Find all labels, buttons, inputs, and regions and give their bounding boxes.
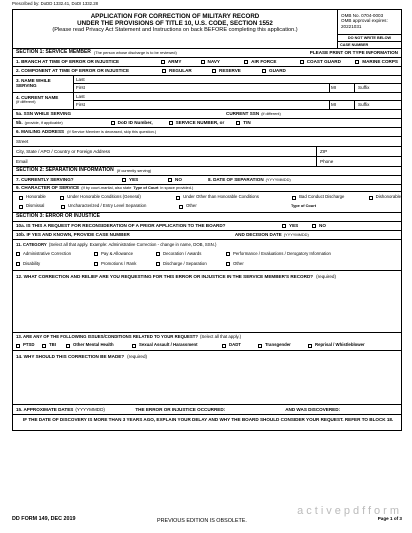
tin-checkbox[interactable] — [236, 121, 240, 125]
item13-label: 13. ARE ANY OF THE FOLLOWING ISSUES/CONDITIONS RELATED TO YOUR REQUEST? — [16, 334, 198, 340]
omb-number: OMB No. 0704-0003 — [341, 13, 384, 18]
service-number-label: SERVICE NUMBER, or — [175, 120, 225, 126]
why-correction-field[interactable] — [13, 351, 401, 405]
item15-note: (YYYYMMDD) — [75, 406, 105, 412]
serving-no-checkbox[interactable] — [168, 178, 172, 182]
category-promotions-label: Promotions / Rank — [101, 260, 137, 266]
branch-coast-guard-label: COAST GUARD — [306, 59, 341, 65]
category-discharge-label: Discharge / Separation — [163, 260, 207, 266]
category-performance-label: Performance / Evaluations / Derogatory Information — [233, 250, 331, 256]
decision-date-note: (YYYYMMDD) — [283, 231, 309, 237]
item8-label: 8. DATE OF SEPARATION — [208, 177, 264, 183]
instructions-note: (Please read Privacy Act Statement and Instructions on back BEFORE completing this application.) — [52, 27, 298, 34]
form-number: DD FORM 149, DEC 2019 — [12, 516, 76, 522]
branch-navy-checkbox[interactable] — [201, 60, 205, 64]
item4-label: 4. CURRENT NAME — [16, 95, 59, 100]
component-reserve-label: RESERVE — [219, 68, 241, 74]
category-disability-checkbox[interactable] — [16, 262, 20, 266]
item9-note2: in space provided.) — [160, 184, 194, 190]
current-name-suffix-field[interactable] — [354, 101, 369, 109]
branch-army-checkbox[interactable] — [161, 60, 165, 64]
item11-note: (Select all that apply. Example: Administrative Correction - change in name, DOB, SSN.) — [48, 241, 217, 247]
branch-marine-corps-label: MARINE CORPS — [362, 59, 398, 65]
branch-air-force-checkbox[interactable] — [244, 60, 248, 64]
component-regular-label: REGULAR — [169, 68, 192, 74]
category-pay-label: Pay & Allowance — [101, 250, 134, 256]
form-title: APPLICATION FOR CORRECTION OF MILITARY RECORD — [90, 13, 260, 20]
item16-text: IF THE DATE OF DISCOVERY IS MORE THAN 3 YEARS AGO, EXPLAIN YOUR DELAY AND WHY THE BOARD SHOULD CONSIDER YOUR REQUEST. REFER TO BLOCK 18. — [23, 417, 394, 422]
item1-label: 1. BRANCH AT TIME OF ERROR OR INJUSTICE — [16, 59, 120, 65]
reconsideration-no-label: NO — [319, 223, 326, 229]
page-number: Page 1 of 3 — [377, 516, 402, 521]
omb-expires-date: 20221031 — [341, 23, 362, 29]
category-performance-checkbox[interactable] — [226, 252, 230, 256]
character-general-checkbox[interactable] — [60, 196, 64, 200]
component-guard-label: GUARD — [269, 68, 286, 74]
decision-date-label: AND DECISION DATE — [234, 232, 282, 238]
issue-sexual-assault-checkbox[interactable] — [132, 344, 136, 348]
component-reserve-checkbox[interactable] — [212, 69, 216, 73]
current-name-last-field[interactable] — [74, 93, 401, 101]
character-bcd-checkbox[interactable] — [292, 196, 296, 200]
category-admin-label: Administrative Correction — [23, 250, 71, 256]
issue-tbi-label: TBI — [49, 342, 56, 348]
character-dismissal-checkbox[interactable] — [19, 205, 23, 209]
reconsideration-yes-checkbox[interactable] — [282, 224, 286, 228]
item14-note: (required) — [127, 354, 148, 359]
mi-label: MI — [331, 102, 337, 108]
branch-coast-guard-checkbox[interactable] — [300, 60, 304, 64]
issue-dadt-label: DADT — [229, 342, 241, 348]
item6-note: (If Service Member is deceased, skip this question.) — [67, 128, 157, 134]
current-name-first-field[interactable] — [74, 101, 401, 109]
form-subtitle: UNDER THE PROVISIONS OF TITLE 10, U.S. CODE, SECTION 1552 — [77, 20, 273, 28]
zip-field[interactable] — [316, 147, 398, 156]
name-while-serving-last-field[interactable] — [74, 76, 401, 84]
street-label: Street — [16, 138, 29, 144]
reconsideration-no-checkbox[interactable] — [312, 224, 316, 228]
section1-note: (The person whose discharge is to be reviewed) — [93, 49, 177, 55]
item3-label: 3. NAME WHILE SERVING — [16, 78, 51, 89]
character-honorable-checkbox[interactable] — [19, 196, 23, 200]
city-label: City, State / APO / Country or Foreign Address — [16, 148, 111, 154]
issue-transgender-label: Transgender — [265, 342, 291, 348]
section2-note: (If currently serving) — [116, 167, 152, 173]
last-label: Last — [76, 93, 85, 99]
current-name-mi-field[interactable] — [329, 101, 336, 109]
item10a-label: 10a. IS THIS A REQUEST FOR RECONSIDERATION OF A PRIOR APPLICATION TO THE BOARD? — [16, 223, 226, 229]
category-other-checkbox[interactable] — [226, 262, 230, 266]
component-regular-checkbox[interactable] — [162, 69, 166, 73]
reconsideration-yes-label: YES — [289, 223, 299, 229]
issue-mental-health-label: Other Mental Health — [73, 342, 114, 348]
item8-note: (YYYYMMDD) — [265, 176, 291, 182]
character-honorable-label: Honorable — [26, 194, 46, 200]
issue-sexual-assault-label: Sexual Assault / Harassment — [139, 342, 198, 348]
email-label: Email — [16, 158, 28, 164]
issue-mental-health-checkbox[interactable] — [66, 344, 70, 348]
category-discharge-checkbox[interactable] — [156, 262, 160, 266]
name-while-serving-first-field[interactable] — [74, 84, 401, 92]
category-promotions-checkbox[interactable] — [94, 262, 98, 266]
item6-label: 6. MAILING ADDRESS — [16, 129, 65, 135]
current-ssn-label: CURRENT SSN — [226, 111, 260, 117]
category-disability-label: Disability — [23, 260, 41, 266]
item15-label: 15. APPROXIMATE DATES — [16, 406, 74, 412]
delay-explanation-field[interactable] — [13, 415, 401, 430]
character-other-label: Other — [186, 203, 197, 209]
issue-ptsd-checkbox[interactable] — [16, 344, 20, 348]
omb-expires-label: OMB approval expires: — [341, 18, 388, 24]
item4-note: (if different) — [16, 99, 36, 105]
dod-id-checkbox[interactable] — [111, 121, 115, 125]
issue-reprisal-checkbox[interactable] — [308, 344, 312, 348]
print-note: PLEASE PRINT OR TYPE INFORMATION — [309, 50, 398, 56]
character-other-checkbox[interactable] — [179, 205, 183, 209]
item11-label: 11. CATEGORY — [16, 241, 47, 247]
form-body — [12, 9, 402, 431]
zip-label: ZIP — [320, 148, 328, 154]
email-field[interactable] — [16, 159, 316, 164]
item10b-label: 10b. IF YES AND KNOWN, PROVIDE CASE NUMBER — [16, 232, 130, 238]
city-field[interactable] — [16, 149, 316, 154]
suffix-label: Suffix — [358, 102, 370, 108]
character-dishonorable-checkbox[interactable] — [369, 196, 373, 200]
item5a-label: 5a. SSN WHILE SERVING — [16, 111, 72, 117]
tin-label: TIN — [243, 120, 251, 126]
suffix-label: Suffix — [358, 85, 370, 91]
issue-transgender-checkbox[interactable] — [258, 344, 262, 348]
correction-relief-field[interactable] — [13, 271, 401, 333]
item9-type-court: Type of Court — [133, 184, 159, 190]
dod-id-label: DoD ID Number, — [117, 120, 153, 126]
name-while-serving-suffix-field[interactable] — [354, 84, 369, 92]
branch-army-label: ARMY — [167, 59, 182, 65]
item14-label: 14. WHY SHOULD THIS CORRECTION BE MADE? — [16, 354, 125, 359]
branch-air-force-label: AIR FORCE — [251, 59, 277, 65]
serving-no-label: NO — [175, 177, 182, 183]
character-uncharacterized-label: Uncharacterized / Entry Level Separation — [68, 203, 147, 209]
street-field[interactable] — [13, 137, 401, 147]
mi-label: MI — [331, 85, 337, 91]
category-decoration-checkbox[interactable] — [156, 252, 160, 256]
character-uncharacterized-checkbox[interactable] — [61, 205, 65, 209]
do-not-write: DO NOT WRITE BELOW — [338, 34, 401, 41]
branch-marine-corps-checkbox[interactable] — [355, 60, 359, 64]
watermark-text: activepdfform — [297, 505, 402, 517]
branch-navy-label: NAVY — [207, 59, 220, 65]
item2-label: 2. COMPONENT AT TIME OF ERROR OR INJUSTICE — [16, 68, 130, 74]
prescribed-by: Prescribed by: DoDD 1332.41, DoDI 1332.28 — [12, 1, 98, 6]
section3-title: SECTION 3: ERROR OR INJUSTICE — [16, 213, 100, 220]
category-admin-checkbox[interactable] — [16, 252, 20, 256]
item9-label: 9. CHARACTER OF SERVICE — [16, 185, 80, 191]
issue-dadt-checkbox[interactable] — [222, 344, 226, 348]
serving-yes-label: YES — [129, 177, 139, 183]
character-oth-checkbox[interactable] — [176, 196, 180, 200]
character-general-label: Under Honorable Conditions (General) — [67, 194, 141, 200]
case-number-label: CASE NUMBER — [338, 41, 401, 48]
item13-note: (Select all that apply.) — [200, 334, 241, 340]
current-ssn-note: (if different) — [261, 110, 281, 116]
serving-yes-checkbox[interactable] — [122, 178, 126, 182]
first-label: First — [76, 85, 85, 91]
item5b-note: (provide, if applicable) — [24, 119, 63, 125]
character-dishonorable-label: Dishonorable — [375, 194, 401, 200]
issue-reprisal-label: Reprisal / Whistleblower — [315, 342, 365, 348]
category-decoration-label: Decoration / Awards — [163, 250, 202, 256]
issue-ptsd-label: PTSD — [23, 342, 35, 348]
character-oth-label: Under Other than Honorable Conditions — [183, 194, 259, 200]
service-number-checkbox[interactable] — [169, 121, 173, 125]
category-other-label: Other — [233, 260, 244, 266]
phone-label: Phone — [320, 158, 334, 164]
section1-title: SECTION 1: SERVICE MEMBER — [16, 49, 91, 56]
discovered-label: AND WAS DISCOVERED: — [285, 406, 341, 412]
last-label: Last — [76, 76, 85, 82]
item12-label: 12. WHAT CORRECTION AND RELIEF ARE YOU REQUESTING FOR THIS ERROR OR INJUSTICE IN THE SERVICE MEMBER'S RECORD? — [16, 274, 314, 279]
item12-note: (required) — [316, 274, 336, 279]
character-dismissal-label: Dismissal — [26, 203, 45, 209]
component-guard-checkbox[interactable] — [262, 69, 266, 73]
previous-edition-note: PREVIOUS EDITION IS OBSOLETE. — [157, 518, 247, 524]
type-of-court-label: Type of Court — [291, 203, 316, 209]
phone-field[interactable] — [316, 157, 398, 166]
category-pay-checkbox[interactable] — [94, 252, 98, 256]
name-while-serving-mi-field[interactable] — [329, 84, 336, 92]
item5b-label: 5b. — [16, 120, 23, 126]
occurred-label: THE ERROR OR INJUSTICE OCCURRED: — [135, 406, 226, 412]
item7-label: 7. CURRENTLY SERVING? — [16, 177, 74, 183]
character-bcd-label: Bad Conduct Discharge — [299, 194, 345, 200]
section2-title: SECTION 2: SEPARATION INFORMATION — [16, 167, 114, 174]
first-label: First — [76, 102, 85, 108]
item9-note: (If by court-martial, also state — [81, 184, 132, 190]
issue-tbi-checkbox[interactable] — [42, 344, 46, 348]
